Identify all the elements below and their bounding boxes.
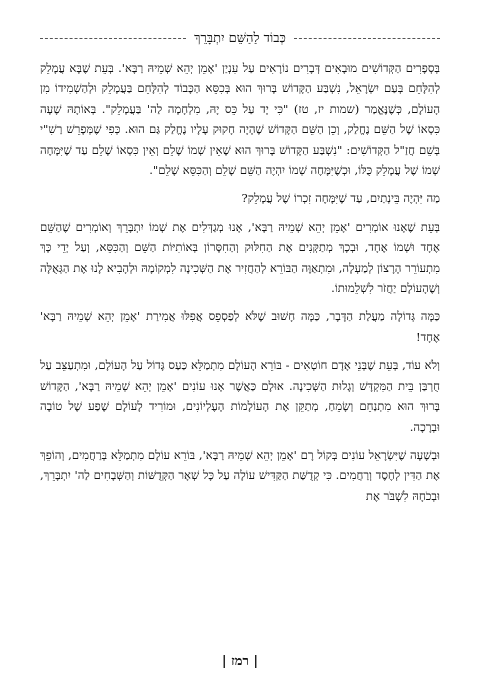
body-text [40, 58, 440, 514]
paragraph-1: בְּסְפָרִים הַקְּדוֹשִׁים מוּבָאִים דְּבָרִים נוֹרָאִים עַל עִנְיַן 'אָמֵן יְהֵא שְׁמֵיהּ רַבָּא'. בְּעֵת שֶׁבָּא עֲמָלֵק לְהִלָּחֵם בְּעַם יִשְׂרָאֵל, נִשְׁבַּע הַקָּדוֹשׁ בָּרוּךְ הוּא בְּכִסֵּא הַכָּבוֹד לְהִלָּחֵם בַּעֲמָלֵק וּלְהַשְׁמִידוֹ מִן הָעוֹלָם, כְּשֶׁנֶּאֱמַר (שמות יז, טז) "כִּי יָד עַל כֵּס יָהּ, מִלְחָמָה לַה' בַּעֲמָלֵק". בְּאוֹתָהּ שָׁעָה כִּסְאוֹ שֶׁל הַשֵּׁם נֶחֱלַק, וְכֵן הַשֵּׁם הַקָּדוֹשׁ שֶׁהָיָה חָקוּק עָלָיו נֶחֱלַק גַּם הוּא. כְּפִי שֶׁמְּפָרֵשׁ רַשִׁ"י בְּשֵׁם חֲזַ"ל הַקְּדוֹשִׁים: "נִשְׁבַּע הַקָּדוֹשׁ בָּרוּךְ הוּא שֶׁאֵין שְׁמוֹ שָׁלֵם וְאֵין כִּסְאוֹ שָׁלֵם עַד שֶׁיִּמָּחֶה שְׁמוֹ שֶׁל עֲמָלֵק כֻּלּוֹ, וּכְשֶׁיִּמָּחֶה שְׁמוֹ יִהְיֶה הַשֵּׁם שָׁלֵם וְהַכִּסֵּא שָׁלֵם". [40, 61, 440, 178]
header-rule-left [40, 38, 186, 39]
paragraph-5: וְלֹא עוֹד, בְּעֵת שֶׁבְּנֵי אָדָם חוֹטְאִים - בּוֹרֵא הָעוֹלָם מִתְמַלֵּא כַּעַס גָּדוֹל עַל הָעוֹלָם, וּמִתְעַצֵּב עַל חֻרְבַּן בֵּית הַמִּקְדָּשׁ וְגָלוּת הַשְּׁכִינָה. אוּלָם כַּאֲשֶׁר אָנוּ עוֹנִים 'אָמֵן יְהֵא שְׁמֵיהּ רַבָּא', הַקָּדוֹשׁ בָּרוּךְ הוּא מִתְנַחֵם וְשָׂמֵחַ, מְתַקֵּן אֶת הָעוֹלָמוֹת הָעֶלְיוֹנִים, וּמוֹרִיד לָעוֹלָם שֶׁפַע שֶׁל טוֹבָה וּבְרָכָה. [40, 358, 440, 434]
running-header [40, 30, 440, 46]
paragraph-3: בְּעֵת שֶׁאָנוּ אוֹמְרִים 'אָמֵן יְהֵא שְׁמֵיהּ רַבָּא', אָנוּ מְגַדְּלִים אֶת שְׁמוֹ יִתְבָּרֵךְ וְאוֹמְרִים שֶׁהַשֵּׁם אֶחָד וּשְׁמוֹ אֶחָד, וּבְכָךְ מְתַקְּנִים אֶת הַחִלּוּק וְהַחִסָּרוֹן בְּאוֹתִיּוֹת הַשֵּׁם וְהַכִּסֵּא, וְעַל יְדֵי כָּךְ מִתְעוֹרֵר הָרָצוֹן לְמַעְלָה, וּמִתְאַוֶּה הַבּוֹרֵא לְהַחֲזִיר אֶת הַשְּׁכִינָה לִמְקוֹמָהּ וּלְהָבִיא לָנוּ אֶת הַגְּאֻלָּה וְשֶׁהָעוֹלָם יַחֲזֹר לִשְׁלֵמוּתוֹ. [40, 219, 440, 296]
paragraph-4: כַּמָּה גְּדוֹלָה מַעֲלַת הַדָּבָר, כַּמָּה חָשׁוּב שֶׁלֹּא לְפַסְפֵס אֲפִלּוּ אֲמִירַת 'אָמֵן יְהֵא שְׁמֵיהּ רַבָּא' אֶחָד! [40, 309, 440, 344]
paragraph-2-question: מַה יִּהְיֶה בֵּינְתַיִם, עַד שֶׁיִּמָּחֶה זִכְרוֹ שֶׁל עֲמָלֵק? [241, 191, 440, 206]
header-title: כְּבוֹד לַהַשֵּׁם יִתְבָּרֵךְ [194, 31, 286, 46]
header-rule-right [294, 38, 440, 39]
page-number: | רמז | [221, 654, 259, 669]
paragraph-6: וּבְשָׁעָה שֶׁיִּשְׂרָאֵל עוֹנִים בְּקוֹל רָם 'אָמֵן יְהֵא שְׁמֵיהּ רַבָּא', בּוֹרֵא עוֹלָם מִתְמַלֵּא בְּרַחֲמִים, וְהוֹפֵךְ אֶת הַדִּין לְחֶסֶד וְרַחֲמִים. כִּי קְדֻשַּׁת הַקַּדִּישׁ עוֹלָה עַל כָּל שְׁאָר הַקְּדֻשּׁוֹת וְהַשְּׁבָחִים לַה' יִתְבָּרֵךְ, וּבְכֹחָהּ לִשְׁבֹּר אֶת [40, 447, 440, 503]
